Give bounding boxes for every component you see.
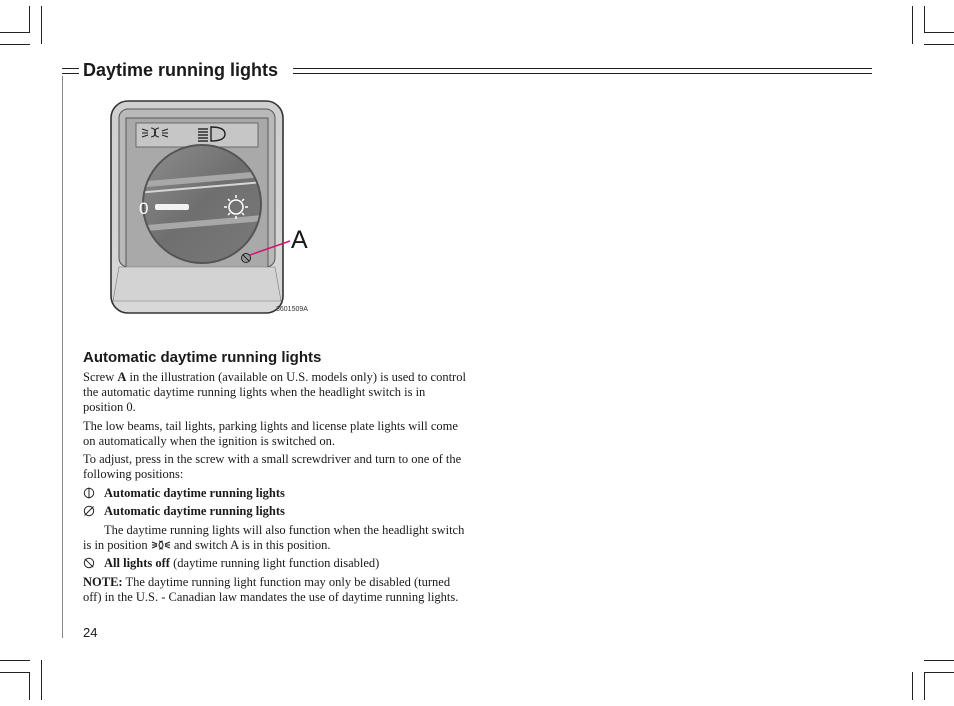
article-body — [83, 370, 467, 608]
paragraph-adjust: To adjust, press in the screw with a small screwdriver and turn to one of the following positions: — [83, 452, 462, 481]
callout-label: A — [291, 226, 308, 254]
margin-rule — [62, 76, 63, 638]
note-paragraph: NOTE: The daytime running light function may only be disabled (turned off) in the U.S. - Canadian law mandates the use of daytime running lights. — [83, 574, 459, 604]
paragraph-low-beams: The low beams, tail lights, parking lights and license plate lights will come on automatically when the ignition is switched on. — [83, 418, 458, 448]
paragraph-screw-a: Screw A in the illustration (available on U.S. models only) is used to control the automatic daytime running lights when the headlight switch is in position 0. — [83, 370, 466, 414]
subsection-heading: Automatic daytime running lights — [83, 349, 322, 366]
screw-slot-vertical-icon — [83, 487, 95, 499]
option-vertical: Automatic daytime running lights — [83, 486, 467, 501]
header-rule-right — [293, 68, 872, 74]
headlight-switch-illustration — [105, 96, 320, 318]
section-header — [62, 60, 872, 84]
position-zero-label: 0 — [139, 199, 149, 218]
section-title: Daytime running lights — [83, 60, 279, 80]
option-diagonal-detail: The daytime running lights will also function when the headlight switch is in position and switch A is in this position. — [83, 522, 465, 552]
figure-code: 3601509A — [276, 306, 308, 313]
screw-slot-crossed-icon — [83, 557, 95, 569]
option-crossed: All lights off (daytime running light function disabled) — [83, 556, 467, 571]
page-number: 24 — [83, 625, 98, 640]
option-diagonal: Automatic daytime running lights — [83, 504, 467, 519]
parking-light-icon — [151, 539, 171, 551]
screw-icon — [242, 254, 251, 263]
screw-slot-diagonal-icon — [83, 505, 95, 517]
header-rule-left — [62, 68, 79, 74]
